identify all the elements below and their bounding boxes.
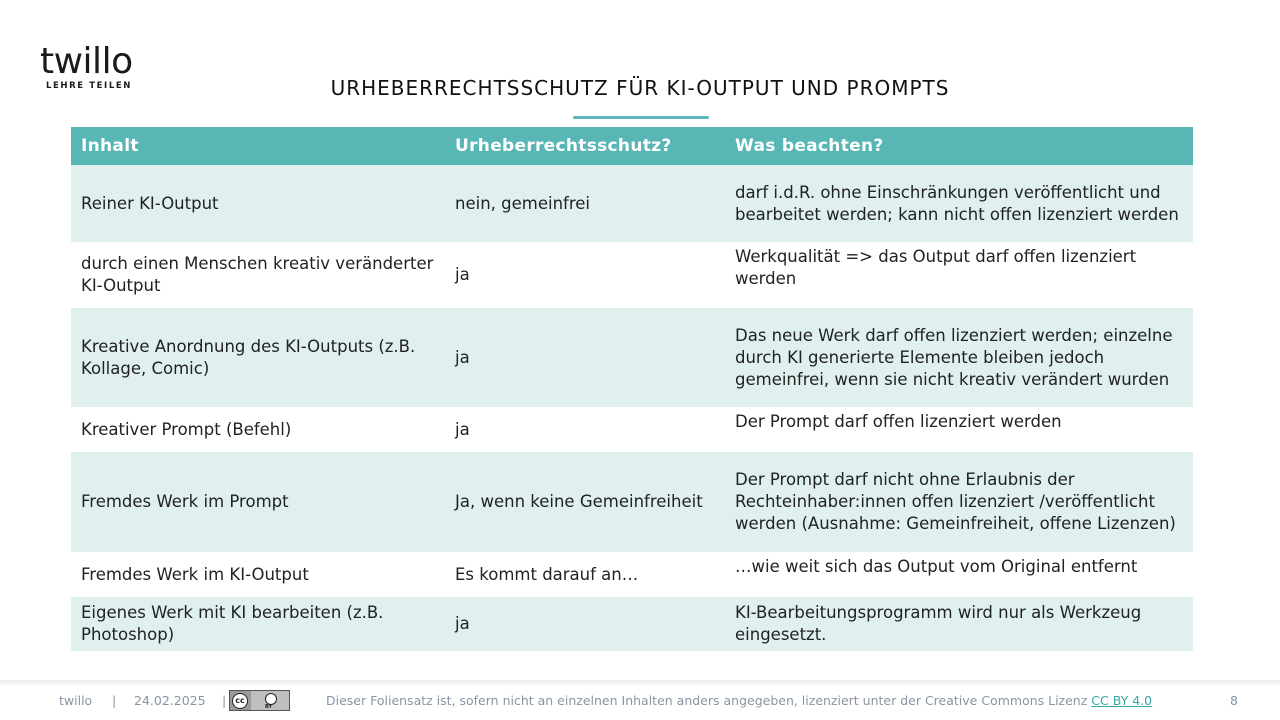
table-row [71,242,1193,308]
table-row [71,552,1193,597]
table-header [71,127,1193,165]
cell-inhalt: Kreativer Prompt (Befehl) [81,419,292,439]
cell-beachten: Werkqualität => das Output darf offen lizenziert werden [735,247,1137,288]
table-row [71,308,1193,407]
cell-schutz: Es kommt darauf an… [455,564,639,584]
footer-separator: | [112,693,117,708]
footer-date: 24.02.2025 [134,693,206,708]
cc-icon: cc [232,693,248,709]
cell-schutz: ja [455,419,470,439]
cell-beachten: KI-Bearbeitungsprogramm wird nur als Werkzeug eingesetzt. [735,603,1142,644]
footer [0,690,1280,714]
cell-beachten: darf i.d.R. ohne Einschränkungen veröffentlicht und bearbeitet werden; kann nicht offen lizenziert werden [735,182,1179,224]
cell-beachten: Der Prompt darf offen lizenziert werden [735,412,1062,431]
license-link[interactable]: CC BY 4.0 [1091,693,1153,708]
footer-license-text [326,693,1152,708]
cell-beachten: Der Prompt darf nicht ohne Erlaubnis der Rechteinhaber:innen offen lizenziert /veröffentlicht werden (Ausnahme: Gemeinfreiheit, offene Lizenzen) [735,470,1176,533]
header-inhalt: Inhalt [81,136,139,156]
page-number: 8 [1230,693,1238,708]
cell-schutz: ja [455,265,470,284]
footer-brand: twillo [59,693,93,708]
cell-inhalt: durch einen Menschen kreativ veränderter KI-Output [81,254,434,295]
license-statement: Dieser Foliensatz ist, sofern nicht an einzelnen Inhalten anders angegeben, lizenziert unter der Creative Commons Lizenz [326,693,1088,708]
cell-inhalt: Fremdes Werk im Prompt [81,492,289,511]
cell-schutz: ja [455,347,470,367]
cc-by-panel [251,691,289,710]
cell-beachten: Das neue Werk darf offen lizenziert werden; einzelne durch KI generierte Elemente bleiben jedoch gemeinfrei, wenn sie nicht kreativ verändert wurden [735,325,1173,389]
footer-divider [0,680,1280,686]
footer-separator: | [222,693,227,708]
table-row [71,407,1193,452]
table-row [71,165,1193,242]
cc-by-badge[interactable] [229,690,290,711]
cell-schutz: nein, gemeinfrei [455,193,590,213]
cell-schutz: Ja, wenn keine Gemeinfreiheit [455,492,703,511]
cell-inhalt: Fremdes Werk im KI-Output [81,564,309,584]
logo-word: twillo [40,41,133,82]
cell-inhalt: Eigenes Werk mit KI bearbeiten (z.B. Photoshop) [81,603,384,644]
page-title: URHEBERRECHTSSCHUTZ FÜR KI-OUTPUT UND PROMPTS [330,76,950,100]
cell-inhalt: Kreative Anordnung des KI-Outputs (z.B. Kollage, Comic) [81,336,416,378]
header-was-beachten: Was beachten? [735,136,884,156]
logo-subtitle: LEHRE TEILEN [46,81,132,91]
cell-inhalt: Reiner KI-Output [81,193,219,213]
header-urheberrechtsschutz: Urheberrechtsschutz? [455,136,672,156]
table-row [71,597,1193,651]
cc-by-label: BY [265,704,273,710]
table-row [71,452,1193,552]
cell-beachten: …wie weit sich das Output vom Original entfernt [735,557,1138,576]
cell-schutz: ja [455,614,470,633]
title-underline [573,116,709,119]
copyright-table [71,127,1193,651]
